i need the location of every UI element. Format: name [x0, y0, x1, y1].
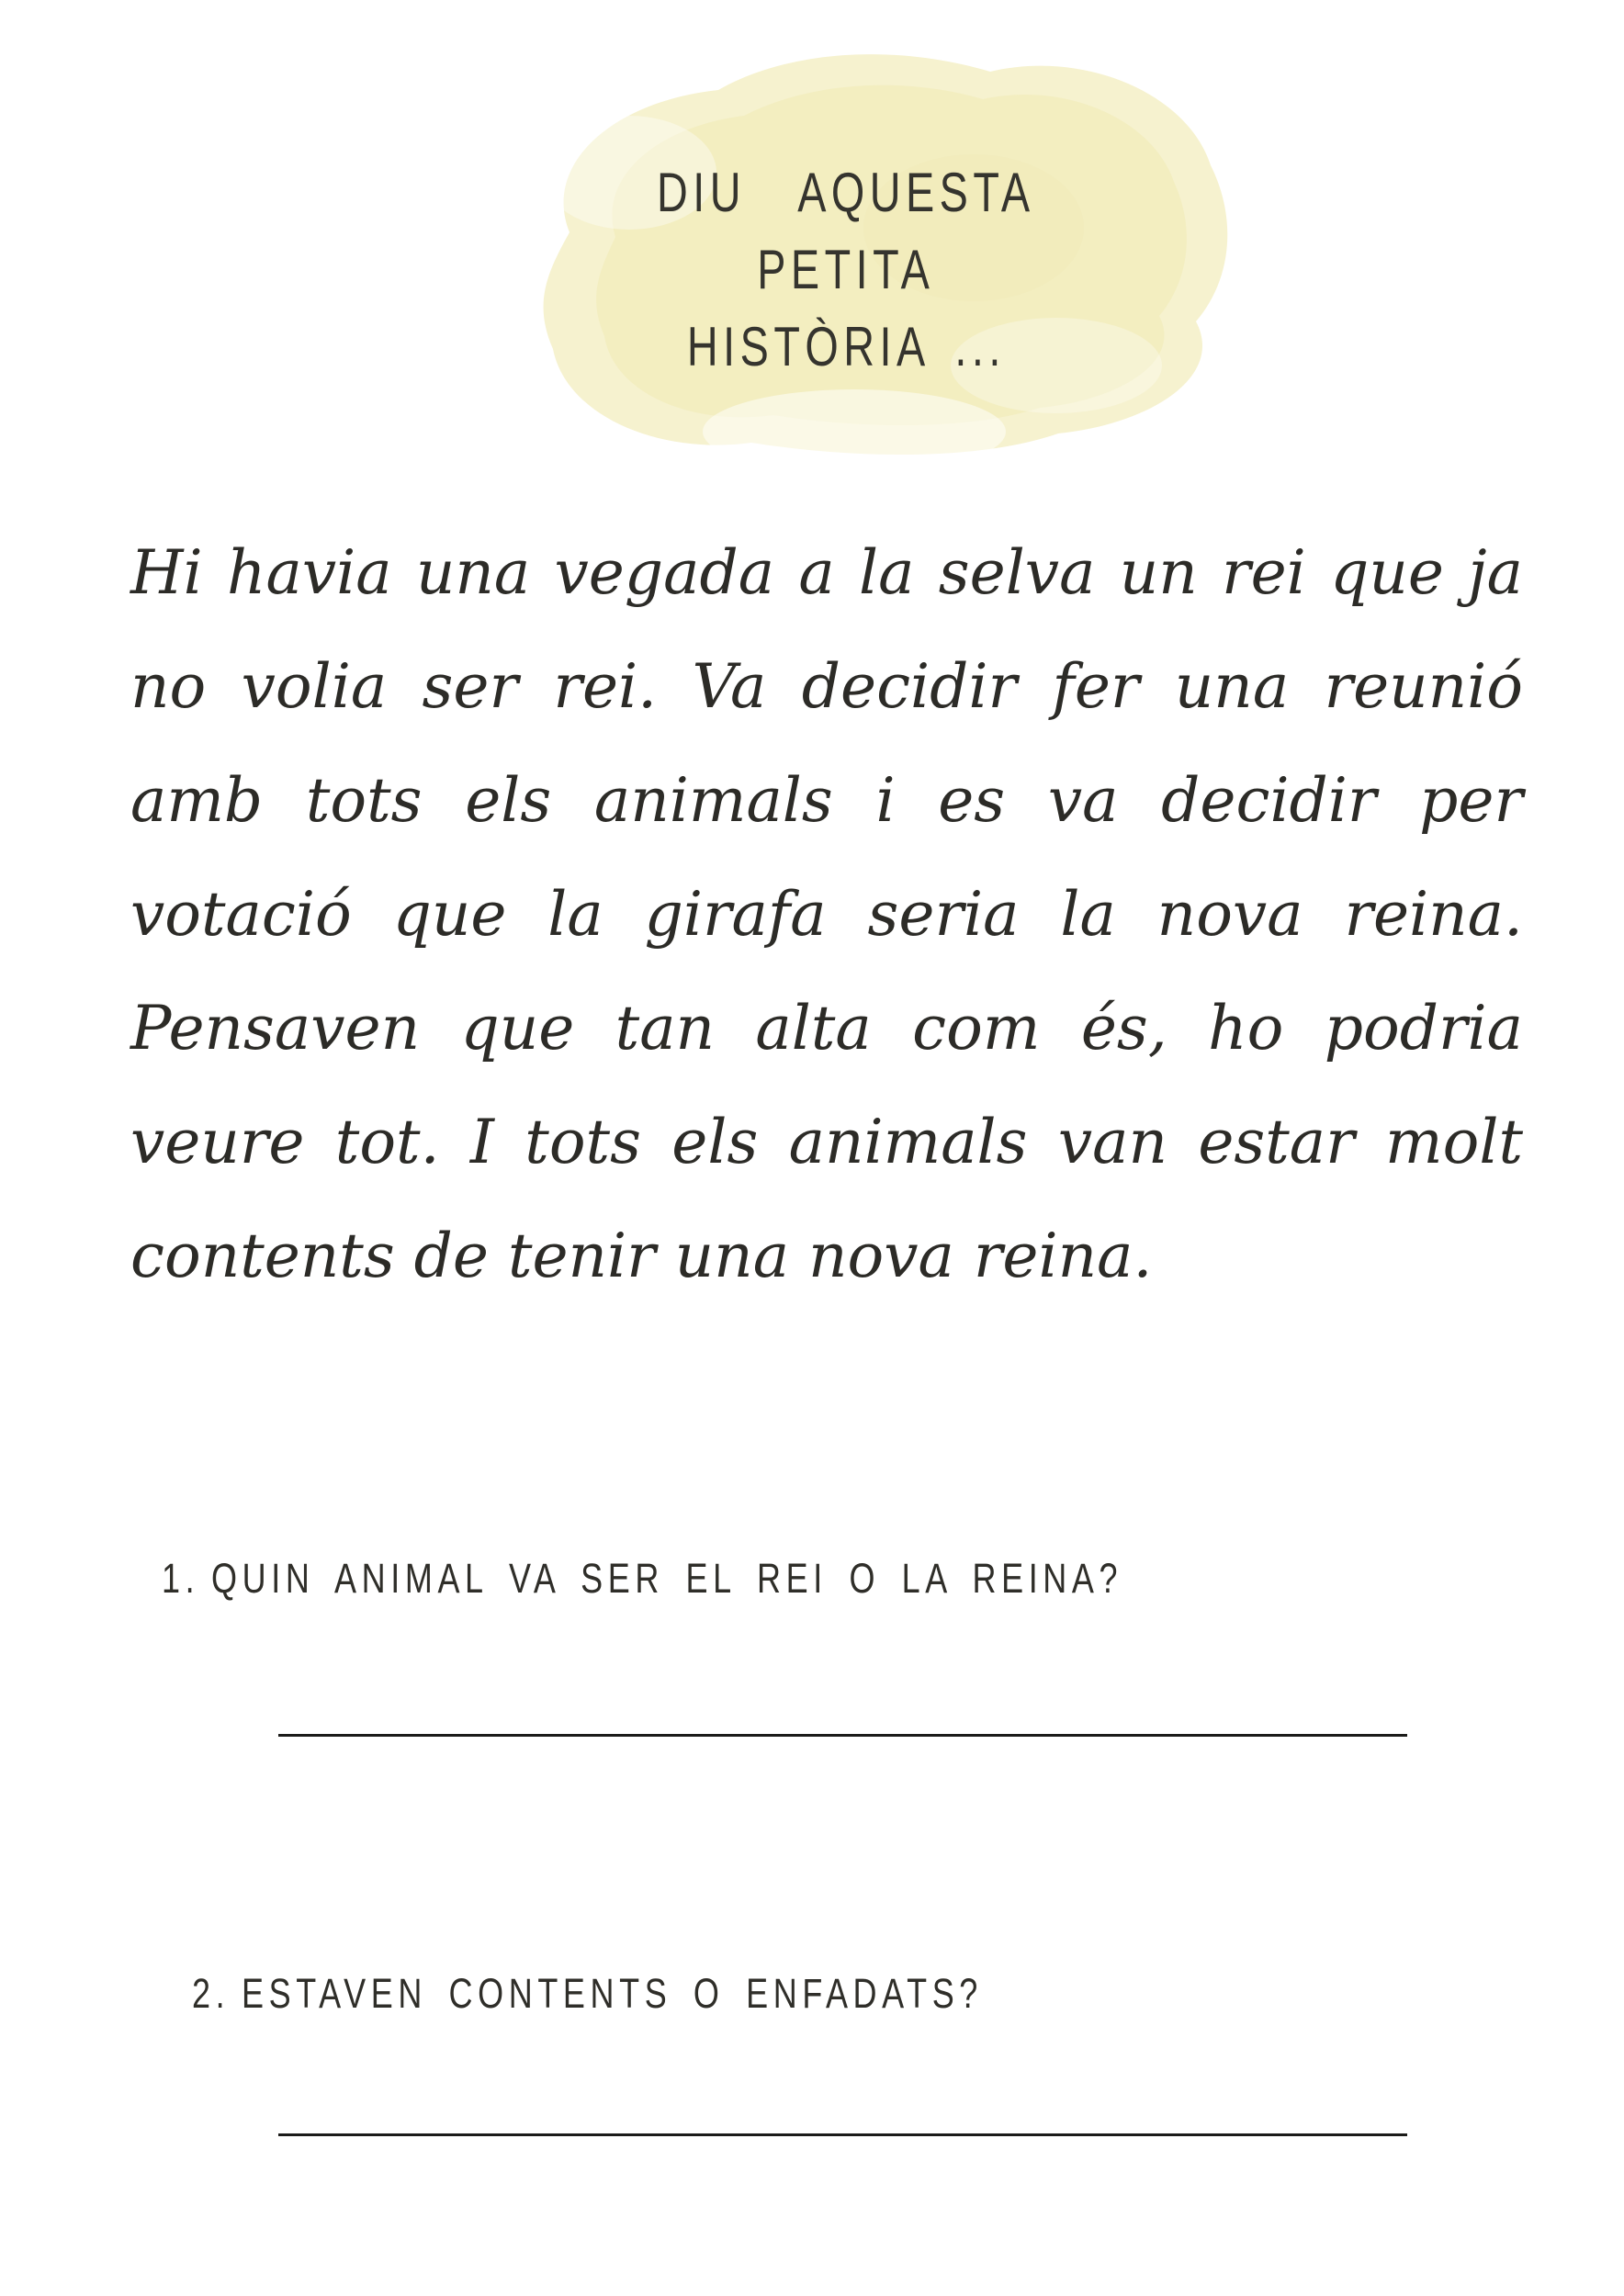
title-line-2: [68, 231, 1624, 309]
question-2-text: ESTAVEN CONTENTS O ENFADATS?: [242, 1970, 983, 2017]
title-line-1: [68, 154, 1624, 231]
story-line-5: Pensaven que tan alta com és, ho podria: [130, 993, 1523, 1064]
story-line-6: veure tot. I tots els animals van estar molt: [130, 1107, 1523, 1177]
story-line-1: Hi havia una vegada a la selva un rei que ja: [130, 537, 1523, 608]
question-2-row: [192, 1968, 983, 2020]
title-line-3-text: HISTÒRIA ...: [686, 316, 1006, 377]
question-1: [116, 1502, 1363, 1656]
story-line-7: contents de tenir una nova reina.: [130, 1221, 1153, 1291]
question-1-number: 1.: [162, 1555, 200, 1602]
story-line-3: amb tots els animals i es va decidir per: [130, 765, 1523, 836]
answer-blank-2[interactable]: [278, 2133, 1407, 2136]
story-line-2: no volia ser rei. Va decidir fer una reunió: [130, 651, 1523, 722]
answer-blank-1[interactable]: [278, 1734, 1407, 1737]
title-line-2-text: PETITA: [757, 239, 935, 300]
title-line-1-text: DIU AQUESTA: [657, 162, 1035, 223]
story-line-4: votació que la girafa seria la nova reina.: [130, 879, 1523, 950]
story-paragraph: [130, 516, 1523, 1313]
question-2-number: 2.: [192, 1970, 231, 2017]
question-1-row: [162, 1553, 1122, 1604]
question-2: [146, 1917, 1180, 2071]
title-line-3: [68, 309, 1624, 386]
title-block: [0, 154, 1624, 386]
question-1-text: QUIN ANIMAL VA SER EL REI O LA REINA?: [211, 1555, 1123, 1602]
